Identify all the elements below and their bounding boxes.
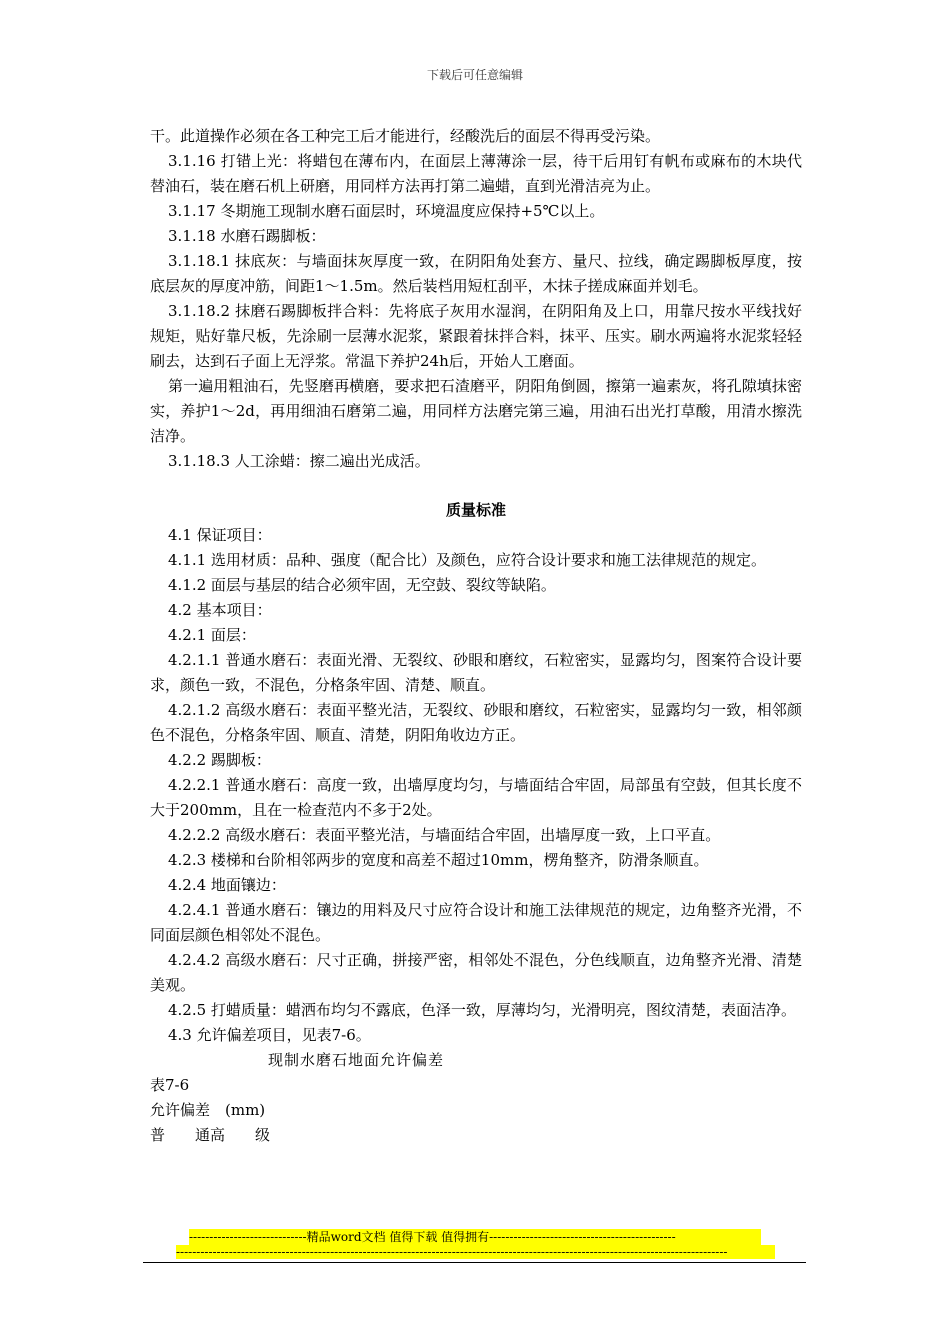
paragraph: 3.1.18.2 抹磨石踢脚板拌合料：先将底子灰用水湿润，在阴阳角及上口，用靠尺按水平线找好规矩，贴好靠尺板，先涂刷一层薄水泥浆，紧跟着抹拌合料，抹平、压实。刷水两遍将水泥浆轻轻刷去，达到石子面上无浮浆。常温下养护24h后，开始人工磨面。 [150,302,802,370]
paragraph: 3.1.16 打错上光：将蜡包在薄布内，在面层上薄薄涂一层，待干后用钉有帆布或麻布的木块代替油石，装在磨石机上研磨，用同样方法再打第二遍蜡，直到光滑洁亮为止。 [150,152,802,195]
paragraph: 4.2.1.1 普通水磨石：表面光滑、无裂纹、砂眼和磨纹，石粒密实，显露均匀，图案符合设计要求，颜色一致，不混色，分格条牢固、清楚、顺直。 [150,651,802,694]
table-number: 表7-6 [150,1076,190,1094]
paragraph: 4.2.4.2 高级水磨石：尺寸正确，拼接严密，相邻处不混色，分色线顺直，边角整齐光滑、清楚美观。 [150,951,802,994]
paragraph: 干。此道操作必须在各工种完工后才能进行，经酸洗后的面层不得再受污染。 [150,127,661,145]
page-header: 下载后可任意编辑 [426,68,523,82]
paragraph: 第一遍用粗油石，先竖磨再横磨，要求把石渣磨平，阴阳角倒圆，擦第一遍素灰，将孔隙填抹密实，养护1～2d，再用细油石磨第二遍，用同样方法磨完第三遍，用油石出光打草酸，用清水擦洗洁净。 [150,377,802,445]
paragraph: 4.2.4.1 普通水磨石：镶边的用料及尺寸应符合设计和施工法律规范的规定，边角整齐光滑，不同面层颜色相邻处不混色。 [150,901,802,944]
paragraph: 4.2.2.1 普通水磨石：高度一致，出墙厚度均匀，与墙面结合牢固，局部虽有空鼓，但其长度不大于200mm，且在一检查范内不多于2处。 [150,776,802,819]
paragraph: 4.2 基本项目： [168,601,272,619]
paragraph: 4.2.5 打蜡质量：蜡洒布均匀不露底，色泽一致，厚薄均匀，光滑明亮，图纹清楚，表面洁净。 [168,1001,796,1019]
section-title: 质量标准 [445,501,506,519]
paragraph: 4.1.1 选用材质：品种、强度（配合比）及颜色，应符合设计要求和施工法律规范的规定。 [168,551,766,569]
paragraph: 4.3 允许偏差项目，见表7-6。 [168,1026,371,1044]
footer-dash-line: ---------------------------------------------------------------------------------------------------------------------------------------- [176,1245,775,1259]
footer-rule [143,1262,806,1263]
document-body [150,124,802,1148]
paragraph: 3.1.17 冬期施工现制水磨石面层时，环境温度应保持+5℃以上。 [168,202,605,220]
paragraph: 3.1.18.1 抹底灰：与墙面抹灰厚度一致，在阴阳角处套方、量尺、拉线，确定踢脚板厚度，按底层灰的厚度冲筋，间距1～1.5m。然后装档用短杠刮平，木抹子搓成麻面并划毛。 [150,252,802,295]
table-column-headers: 普 通高 级 [150,1126,271,1144]
paragraph: 4.2.3 楼梯和台阶相邻两步的宽度和高差不超过10mm，楞角整齐，防滑条顺直。 [168,851,709,869]
paragraph: 3.1.18.3 人工涂蜡：擦二遍出光成活。 [168,452,430,470]
paragraph: 4.2.1 面层： [168,626,256,644]
paragraph: 4.2.4 地面镶边： [168,876,286,894]
spacer [150,474,802,498]
paragraph: 4.2.2 踢脚板： [168,751,271,769]
paragraph: 4.2.1.2 高级水磨石：表面平整光洁，无裂纹、砂眼和磨纹，石粒密实，显露均匀一致，相邻颜色不混色，分格条牢固、顺直、清楚，阴阳角收边方正。 [150,701,802,744]
table-unit: 允许偏差 (mm) [150,1101,266,1119]
paragraph: 4.1.2 面层与基层的结合必须牢固，无空鼓、裂纹等缺陷。 [168,576,556,594]
paragraph: 3.1.18 水磨石踢脚板： [168,227,326,245]
paragraph: 4.2.2.2 高级水磨石：表面平整光洁，与墙面结合牢固，出墙厚度一致，上口平直。 [168,826,721,844]
paragraph: 4.1 保证项目： [168,526,272,544]
footer-banner: -----------------------------精品word文档 值得下载 值得拥有---------------------------------------------- [189,1229,761,1245]
table-caption: 现制水磨石地面允许偏差 [268,1051,445,1069]
